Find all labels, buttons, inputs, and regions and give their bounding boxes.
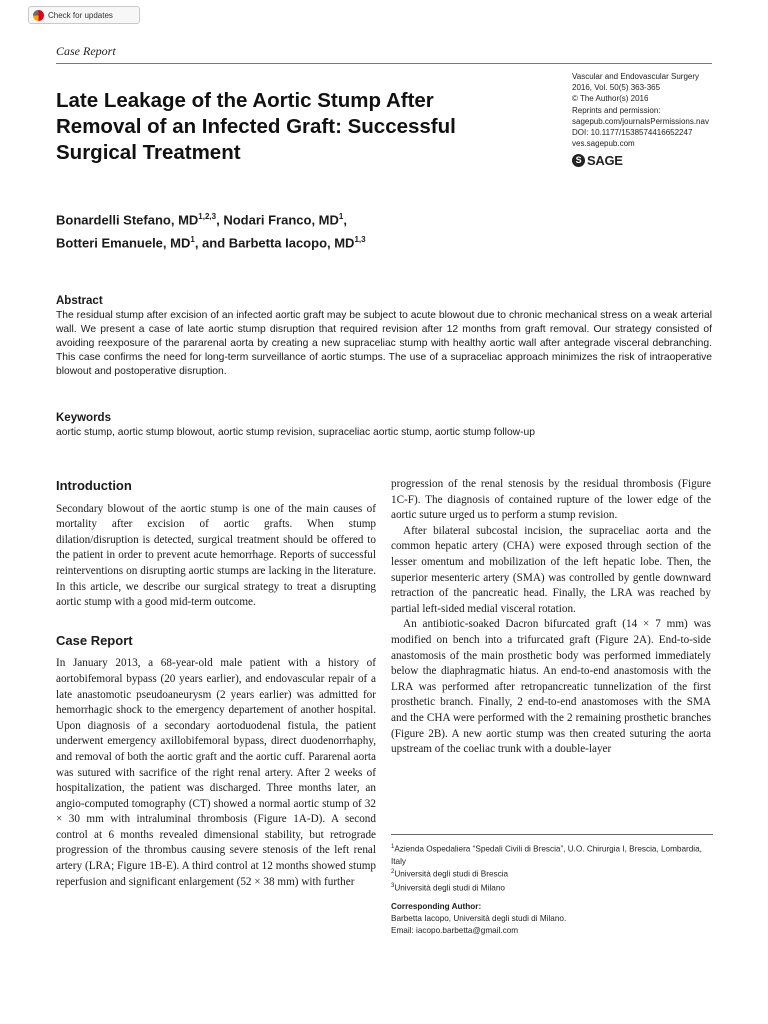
sage-logo-text: SAGE [587,153,623,169]
abstract-section [56,295,712,379]
sage-logo-icon: S [572,154,585,167]
affiliation-number: 2 [391,869,395,876]
case-report-text: In January 2013, a 68-year-old male patient with a history of aortobifemoral bypass (20 years earlier), and endovascular repair of a late anastomotic pseudoaneurysm (2 years earlier) was admitted for hemorrhagic shock to the emergency departement of another hospital. Upon diagnosis of a secondary aortoduodenal fistula, the patient underwent emergency axillobifemoral bypass, direct duodenorrhaphy, and removal of both the aortic graft and the aortic cuff. Pararenal aorta was sutured with sacrifice of the right renal artery. After 2 weeks of hospitalization, the patient was discharged. Three months later, an angio-computed tomography (CT) showed a normal aortic stump of 32 × 30 mm with intraluminal thrombosis (Figure 1A-D). A second control at 6 months revealed dimensional stability, but retrograde progression of the thrombus causing severe stenosis of the left renal artery (LRA; Figure 1B-E). A third control at 12 months showed stump reperfusion and significant enlargement (52 × 38 mm) with further [56,657,376,888]
corresponding-author-name: Barbetta Iacopo, Università degli studi di Milano. [391,914,567,924]
abstract-text: The residual stump after excision of an infected aortic graft may be subject to acute blowout due to chronic mechanical stress on a weak arterial wall. We present a case of late aortic stump disruption that required revision after 12 months from graft removal. Our strategy consisted of avoiding reexposure of the pararenal aorta by creating a new supraceliac stump with healthy aortic wall after antegrade visceral debranching. This case confirms the need for long-term surveillance of aortic stumps. The use of a supraceliac approach minimizes the risk of intraoperative blowout and postoperative disruption. [56,310,712,377]
affiliation-text: Università degli studi di Milano [394,883,505,893]
keywords-text: aortic stump, aortic stump blowout, aortic stump revision, supraceliac aortic stump, aortic stump follow-up [56,427,535,438]
body-paragraph-3: An antibiotic-soaked Dacron bifurcated graft (14 × 7 mm) was modified on bench into a trifurcated graft (Figure 2A). End-to-side anastomosis of the main prosthetic body was performed immediately below the diaphragmatic hiatus. An end-to-end anastomosis with the LRA was performed after retropancreatic tunnelization of the first prosthetic branch. Finally, 2 end-to-end anastomoses with the SMA and the CHA were performed with the 2 remaining prosthetic branches (Figure 2B). A new aortic stump was then created suturing the aorta upstream of the coeliac trunk with a double-layer [391,618,711,756]
affiliation-item [391,881,713,895]
footnote-divider [391,834,713,835]
crossmark-icon [33,10,44,21]
affiliation-list [391,842,713,894]
right-column [391,477,711,758]
check-for-updates-button[interactable] [28,6,140,24]
affiliation-item [391,842,713,867]
affiliation-text: Azienda Ospedaliera “Spedali Civili di Brescia”, U.O. Chirurgia I, Brescia, Lombardia, Italy [391,844,702,866]
article-type: Case Report [56,44,116,58]
keywords-heading: Keywords [56,412,111,424]
author-name: Nodari Franco, MD [223,212,339,228]
affiliation-number: 1 [391,844,395,850]
affiliation-text: Università degli studi di Brescia [394,870,509,880]
footnotes [391,842,713,937]
journal-site-link[interactable]: ves.sagepub.com [572,139,635,149]
introduction-text: Secondary blowout of the aortic stump is one of the main causes of mortality after excision of aortic grafts. When stump dilation/disruption is detected, surgical treatment should be offered to the patient in order to prevent acute hemorrhage. Reports of successful reinterventions on disrupting aortic stumps are lacking in the literature. In this article, we describe our surgical strategy to treat a disrupting aortic stump with a good mid-term outcome. [56,502,376,609]
author-list: Bonardelli Stefano, MD$^{1,2,3}$, Nodari Franco, $MD^1$, Botteri Emanuele, $MD^1$, and Barbetta Iacopo, MD$^{1,3}$ [56,212,366,251]
author-affiliation-marker: 1 [190,235,195,245]
body-paragraph-2: After bilateral subcostal incision, the supraceliac aorta and the common hepatic artery (CHA) were exposed through section of the lesser omentum and mobilization of the left hepatic lobe. Then, the superior mesenteric artery (SMA) was controlled by gentle downward retraction of the pancreatic head. Finally, the LRA was reached by partial left-sided medial visceral rotation. [391,524,711,615]
case-report-heading: Case Report [56,632,133,648]
body-paragraph-1: progression of the renal stenosis by the residual thrombosis (Figure 1C-F). The diagnosis of contained rupture of the lower edge of the aortic suture urged us to perform a stump revision. [391,478,711,522]
journal-info [572,71,762,167]
article-title: Late Leakage of the Aortic Stump After Removal of an Infected Graft: Successful Surgical Treatment [56,89,456,164]
permissions-link[interactable]: sagepub.com/journalsPermissions.nav [572,116,709,126]
sage-logo [572,154,762,167]
author-affiliation-marker: 1 [338,212,344,221]
author-name: Barbetta Iacopo, MD [228,235,355,251]
author-affiliation-marker: 1,3 [354,235,366,245]
header-divider [56,63,712,64]
left-column [56,478,376,890]
affiliation-item [391,867,713,881]
doi-link[interactable]: DOI: 10.1177/1538574416652247 [572,128,693,138]
author-affiliation-marker: 1,2,3 [198,212,217,221]
journal-reprints: Reprints and permission: [572,105,661,115]
journal-copyright: © The Author(s) 2016 [572,94,649,104]
keywords-section [56,412,712,440]
corresponding-author-heading: Corresponding Author: [391,902,482,912]
introduction-heading: Introduction [56,478,132,493]
journal-citation: 2016, Vol. 50(5) 363-365 [572,83,661,93]
journal-name: Vascular and Endovascular Surgery [572,72,700,81]
check-for-updates-label: Check for updates [48,10,113,20]
author-name: Botteri Emanuele, MD [56,235,191,251]
author-name: Bonardelli Stefano, MD [56,212,199,228]
corresponding-author-email[interactable]: Email: iacopo.barbetta@gmail.com [391,925,519,935]
affiliation-number: 3 [391,882,395,889]
abstract-heading: Abstract [56,295,103,307]
